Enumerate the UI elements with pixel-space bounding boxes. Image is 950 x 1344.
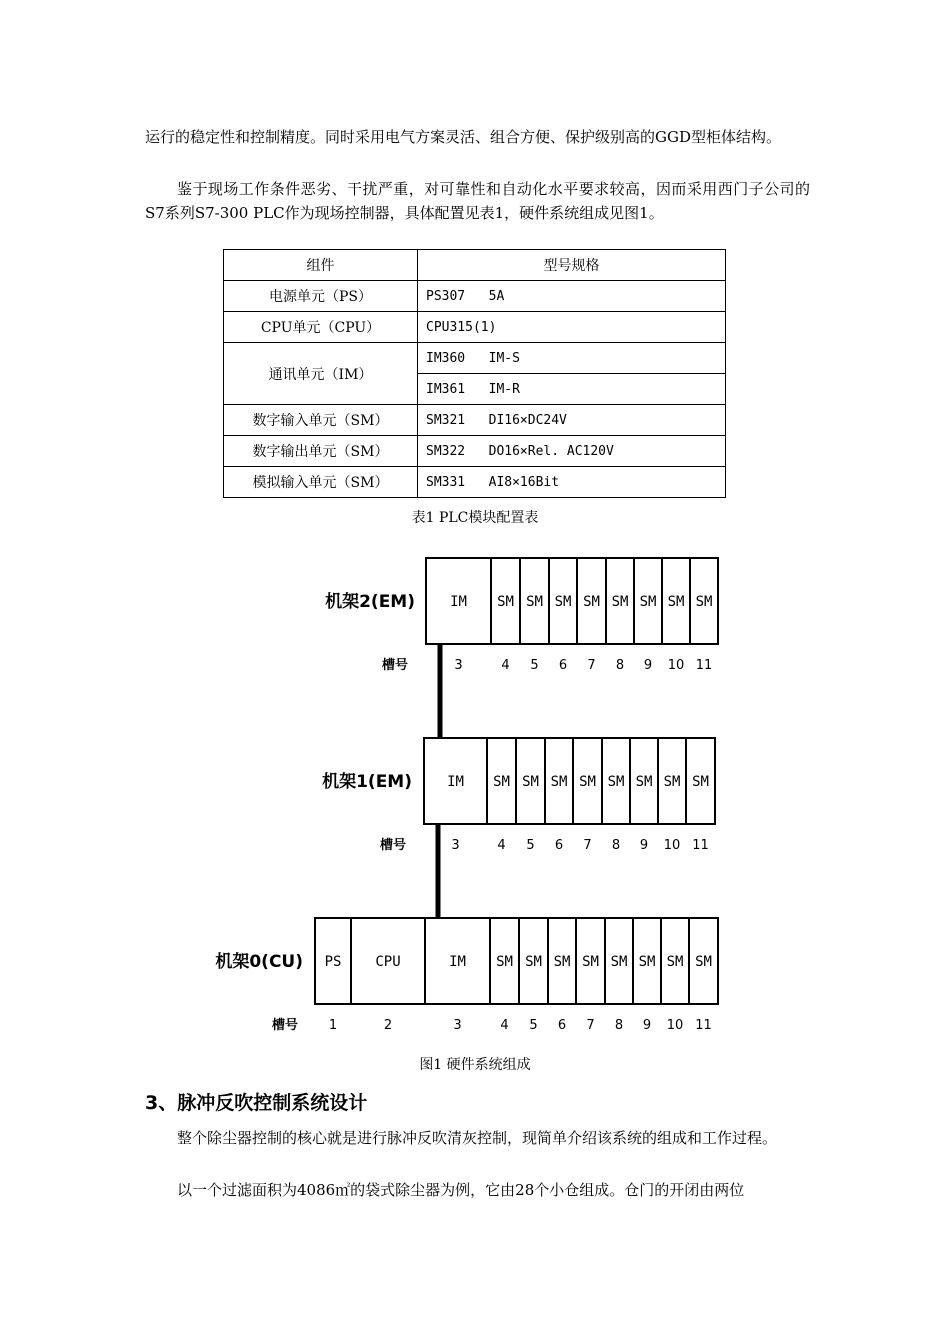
module-label: SM <box>496 954 513 970</box>
module-label: SM <box>638 954 656 970</box>
module-label: SM <box>695 954 712 970</box>
component-model: IM361 IM-R <box>418 374 726 405</box>
slot-number: 3 <box>453 1018 462 1033</box>
module-label: SM <box>553 954 571 970</box>
paragraph-example: 以一个过滤面积为4086㎡的袋式除尘器为例，它由28个小仓组成。仓门的开闭由两位 <box>177 1181 745 1199</box>
table-header-component: 组件 <box>224 250 418 281</box>
module-label: SM <box>582 954 599 970</box>
module-label: SM <box>611 594 629 610</box>
module-label: SM <box>667 594 685 610</box>
module-label: SM <box>663 774 681 790</box>
module-label: PS <box>324 954 342 970</box>
module-label: SM <box>607 774 625 790</box>
module-label: SM <box>579 774 596 790</box>
module-label: SM <box>639 594 657 610</box>
table-row <box>224 405 726 436</box>
slot-number: 8 <box>615 658 625 673</box>
component-model: SM322 DO16×Rel. AC120V <box>418 436 726 467</box>
paragraph-intro-continued: 运行的稳定性和控制精度。同时采用电气方案灵活、组合方便、保护级别高的GGD型柜体结构。 <box>145 128 781 146</box>
slot-number: 7 <box>586 1018 595 1033</box>
component-name: 数字输出单元（SM） <box>224 436 418 467</box>
rack-label: 机架1(EM) <box>322 772 412 792</box>
component-model: SM331 AI8×16Bit <box>418 467 726 498</box>
slot-number: 7 <box>583 838 592 853</box>
slot-number: 6 <box>554 838 564 853</box>
slot-number: 9 <box>642 1018 652 1033</box>
table-row <box>224 312 726 343</box>
module-label: SM <box>695 594 713 610</box>
slot-number: 10 <box>666 1018 684 1033</box>
module-label: SM <box>493 774 510 790</box>
slot-number: 10 <box>663 838 681 853</box>
slot-number: 4 <box>501 658 510 673</box>
paragraph-section-intro: 整个除尘器控制的核心就是进行脉冲反吹清灰控制，现简单介绍该系统的组成和工作过程。 <box>177 1129 778 1147</box>
module-label: SM <box>635 774 653 790</box>
component-model: PS307 5A <box>418 281 726 312</box>
slot-number: 2 <box>383 1018 393 1033</box>
module-label: SM <box>583 594 600 610</box>
table-row <box>224 467 726 498</box>
slot-number: 9 <box>639 838 649 853</box>
module-label: IM <box>447 774 464 790</box>
figure-caption: 图1 硬件系统组成 <box>419 1057 531 1073</box>
slot-number: 5 <box>526 838 535 853</box>
slot-number: 5 <box>529 1018 538 1033</box>
table-caption: 表1 PLC模块配置表 <box>411 510 539 526</box>
slot-header-label: 槽号 <box>381 658 408 673</box>
slot-header-label: 槽号 <box>379 838 406 853</box>
slot-number: 11 <box>692 838 709 853</box>
table-row <box>224 343 726 374</box>
table-header-model: 型号规格 <box>418 250 726 281</box>
module-label: SM <box>550 774 568 790</box>
slot-number: 6 <box>557 1018 567 1033</box>
component-name: CPU单元（CPU） <box>224 312 418 343</box>
rack-label: 机架0(CU) <box>215 952 303 972</box>
hardware-diagram <box>0 545 950 1045</box>
module-label: SM <box>526 594 543 610</box>
table-header-row <box>224 250 726 281</box>
module-label: IM <box>449 954 466 970</box>
slot-header-label: 槽号 <box>271 1018 298 1033</box>
module-label: SM <box>554 594 572 610</box>
slot-number: 11 <box>695 1018 712 1033</box>
module-label: CPU <box>375 954 401 970</box>
slot-number: 6 <box>558 658 568 673</box>
module-label: SM <box>525 954 542 970</box>
module-label: IM <box>450 594 467 610</box>
component-model: CPU315(1) <box>418 312 726 343</box>
section-heading: 3、脉冲反吹控制系统设计 <box>145 1092 368 1114</box>
slot-number: 10 <box>667 658 685 673</box>
module-label: SM <box>666 954 684 970</box>
module-label: SM <box>610 954 628 970</box>
component-name: 通讯单元（IM） <box>224 343 418 405</box>
component-model: SM321 DI16×DC24V <box>418 405 726 436</box>
paragraph-controller-choice: 鉴于现场工作条件恶劣、干扰严重，对可靠性和自动化水平要求较高，因而采用西门子公司的S7系列S7-300 PLC作为现场控制器，具体配置见表1，硬件系统组成见图1。 <box>145 180 810 222</box>
slot-number: 4 <box>500 1018 509 1033</box>
module-label: SM <box>497 594 514 610</box>
slot-number: 9 <box>643 658 653 673</box>
slot-number: 4 <box>497 838 506 853</box>
table-row <box>224 281 726 312</box>
plc-config-table <box>223 249 726 498</box>
slot-number: 8 <box>611 838 621 853</box>
slot-number: 8 <box>614 1018 624 1033</box>
component-name: 电源单元（PS） <box>224 281 418 312</box>
slot-number: 3 <box>451 838 460 853</box>
slot-number: 1 <box>328 1018 338 1033</box>
component-name: 数字输入单元（SM） <box>224 405 418 436</box>
slot-number: 3 <box>454 658 463 673</box>
slot-number: 11 <box>695 658 713 673</box>
slot-number: 5 <box>530 658 539 673</box>
table-row <box>224 436 726 467</box>
component-name: 模拟输入单元（SM） <box>224 467 418 498</box>
rack-label: 机架2(EM) <box>325 592 415 612</box>
component-model: IM360 IM-S <box>418 343 726 374</box>
module-label: SM <box>692 774 709 790</box>
slot-number: 7 <box>587 658 596 673</box>
module-label: SM <box>522 774 539 790</box>
